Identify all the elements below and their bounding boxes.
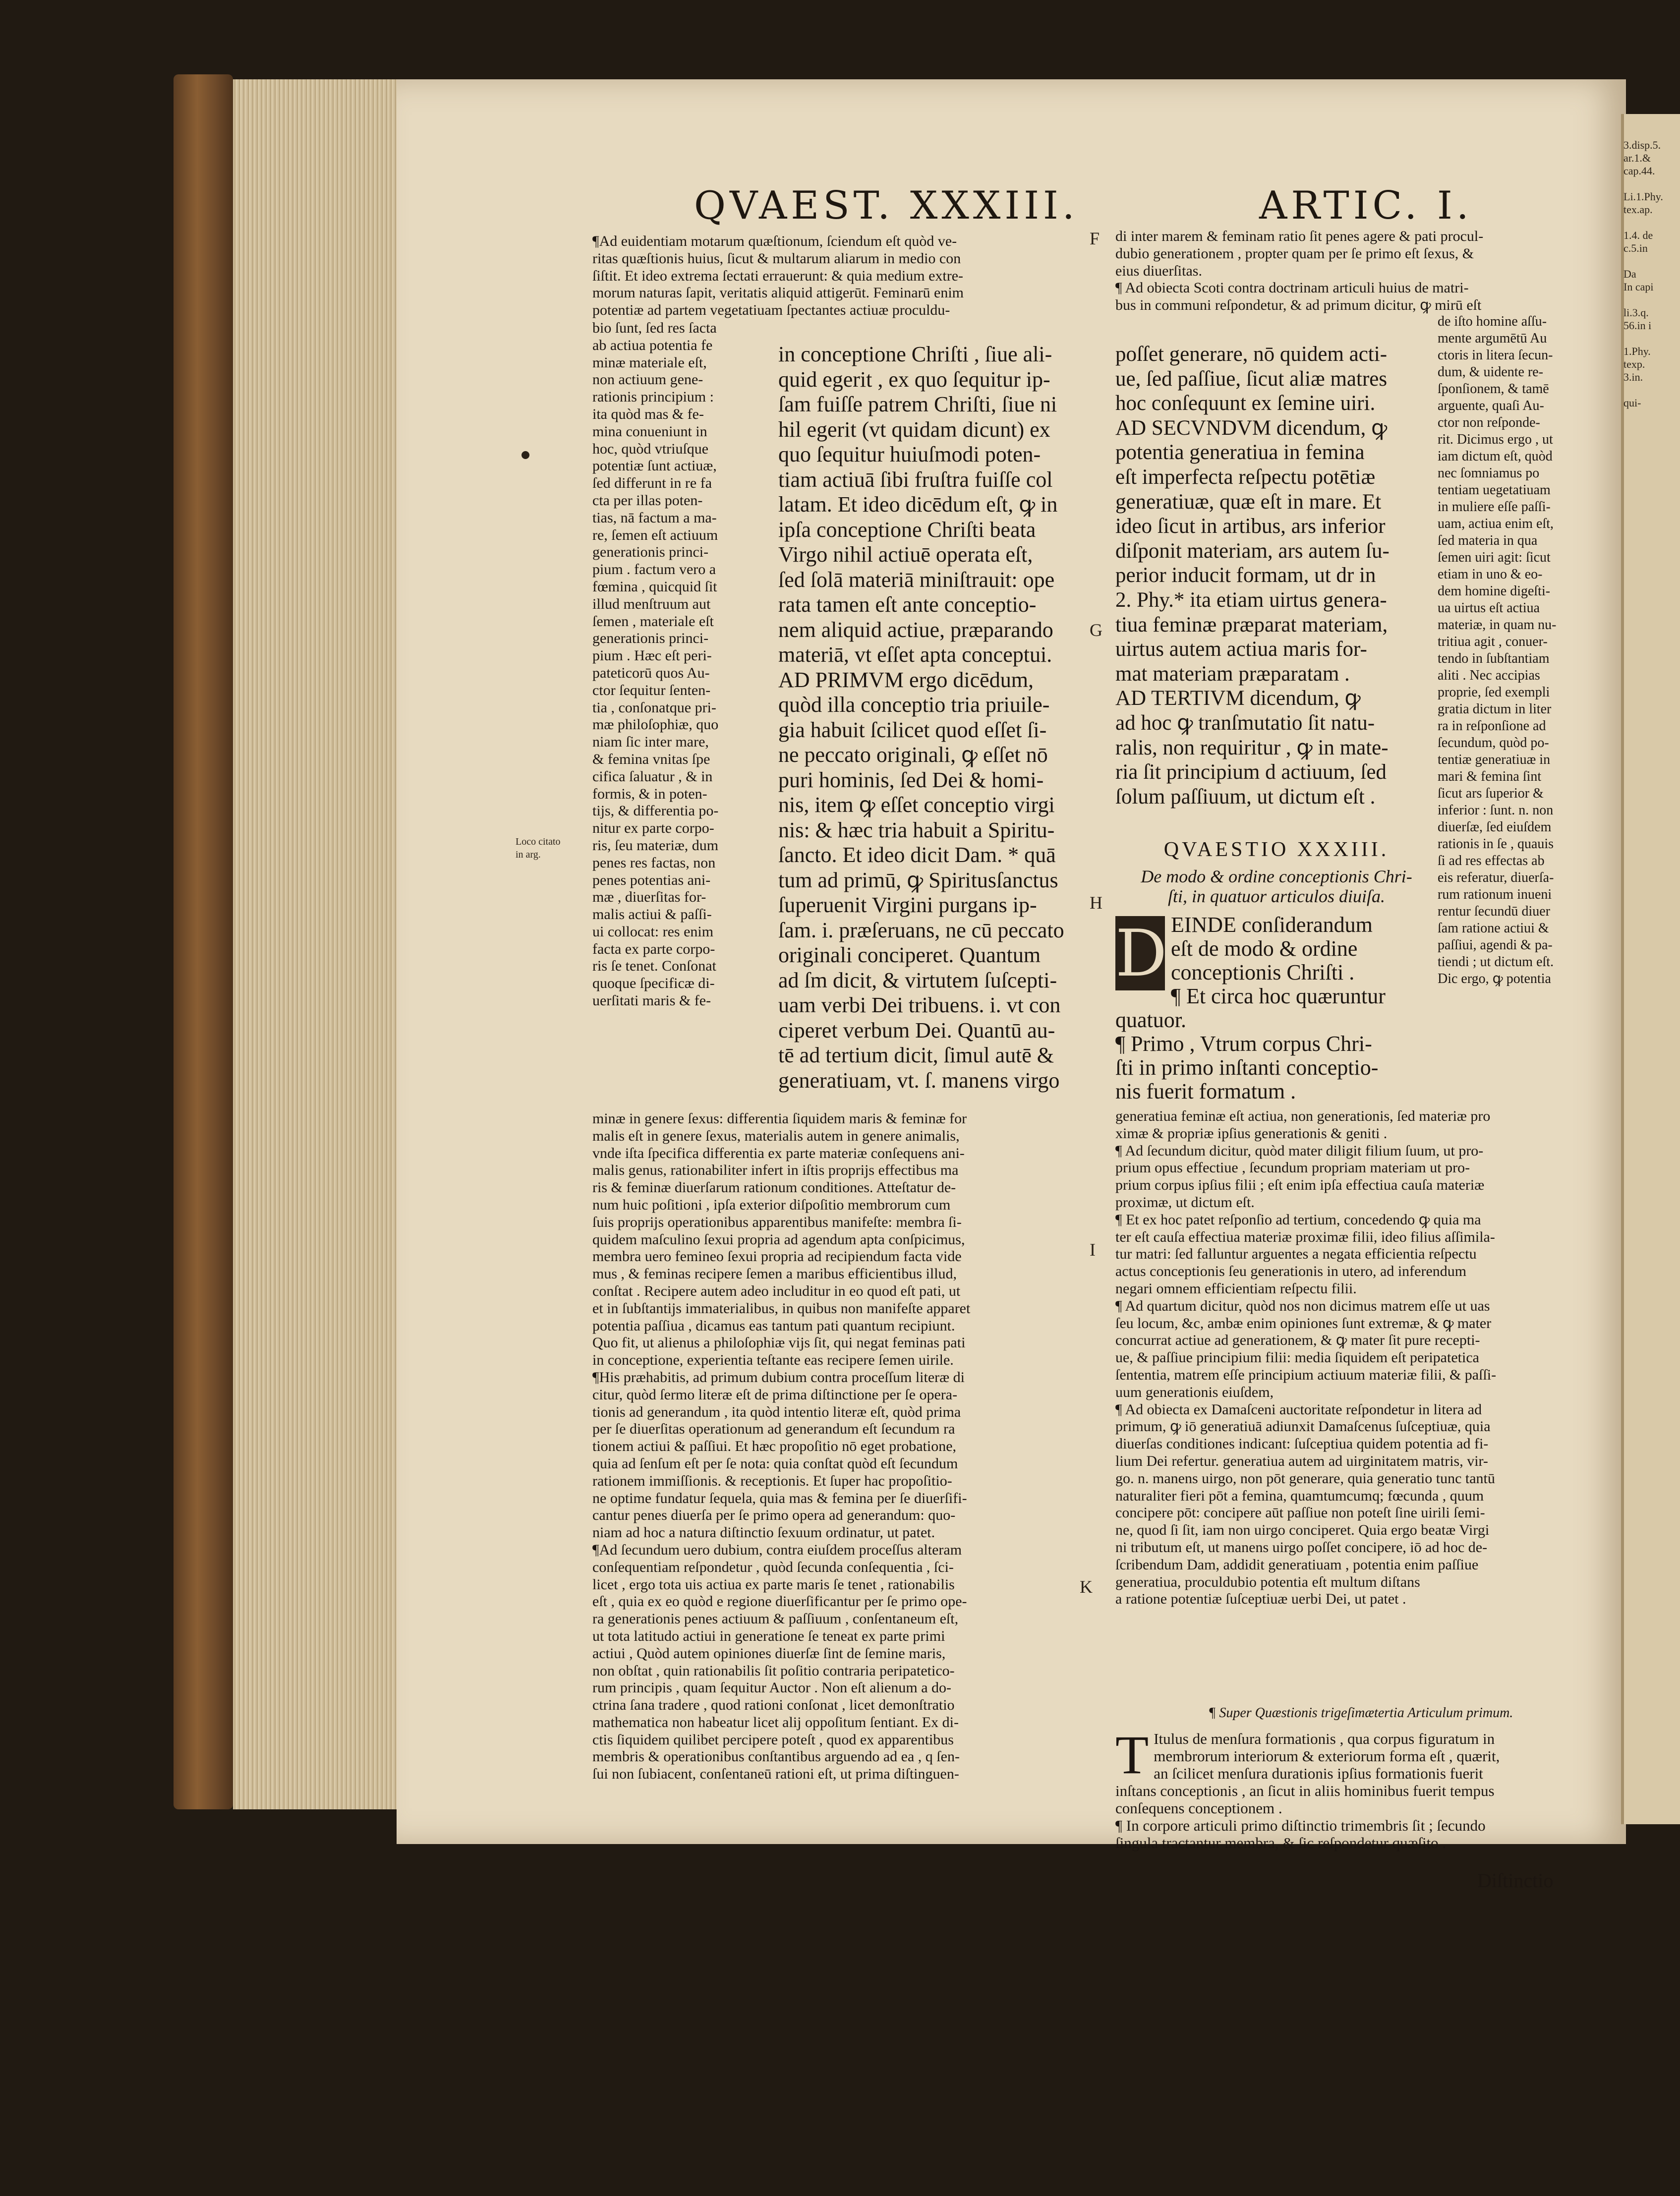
book-spine bbox=[174, 74, 233, 1809]
commentary-title: ¶ Super Quæstionis trigeſimætertia Articulum primum. bbox=[1208, 1705, 1513, 1721]
margin-dot bbox=[521, 451, 529, 459]
commentary-text: Itulus de menſura formationis , qua corpus figuratum in membrorum interiorum & exteriorum forma eſt , quærit, an ſcilicet menſura durationis ipſius formationis fuerit inſtans conceptionis , an ſicut in aliis hominibus fuerit tempus conſequens conceptionem . ¶ In corpore articuli primo diſtinctio trimembris ſit ; ſecundo ſingula tractantur membra, & ſic reſpondetur quæſito . bbox=[1115, 1730, 1500, 1851]
question-subtitle: De modo & ordine conceptionis Chri- ſti, in quatuor articulos diuiſa. bbox=[1141, 867, 1412, 906]
question-articles: EINDE conſiderandum eſt de modo & ordine conceptionis Chriſti . ¶ Et circa hoc quæruntur quatuor. ¶ Primo , Vtrum corpus Chri- ſti in primo inſtanti conceptio- nis fuerit formatum . bbox=[1115, 913, 1386, 1103]
wide-commentary: minæ in genere ſexus: differentia ſiquidem maris & feminæ for malis eſt in genere ſexus, materialis autem in genere animalis, vnde iſta ſpecifica differentia ex parte materiæ conſequens ani- malis genus, rationabiliter infert in iſtis proprijs effectibus ma ris & feminæ diuerſarum rationum conditiones. Atteſtatur de- num huic poſitioni , ipſa exterior diſpoſitio membrorum cum ſuis proprijs operationibus apparentibus manifeſte: membra ſi- quidem maſculino ſexui propria ad agendum apta conſpicimus, membra uero femineo ſexui propria ad recipiendum facta vide mus , & feminas recipere ſemen a maribus efficientibus illud, conſtat . Recipere autem adeo includitur in eo quod eſt pati, ut et in ſubſtantijs immaterialibus, in quibus non manifeſte apparet potentia paſſiua , dicamus eas tantum pati quantum recipiunt. Quo fit, ut alienus a philoſophiæ vijs ſit, qui negat feminas pati in conceptione, experientia teſtante eas recipere ſemen uirile. ¶His præhabitis, ad primum dubium contra proceſſum literæ di citur, quòd ſermo literæ eſt de prima diſtinctione per ſe opera- tionis ad generandum , ita quòd intentio literæ eſt, quòd prima per ſe diuerſitas operationum ad generandum eſt ſecundum ra tionem actiui & paſſiui. Et hæc propoſitio nō eget probatione, quia ad ſenſum eſt per ſe nota: quia conſtat quòd eſt ſecundum rationem immiſſionis. & receptionis. Et ſuper hac propoſitio- ne optime fundatur ſequela, quia mas & femina per ſe diuerſifi- cantur penes diuerſa per ſe primo opera ad generandum: quo- niam ad hoc a natura diſtinctio ſexuum ordinatur, ut patet. ¶Ad ſecundum uero dubium, contra eiuſdem proceſſus alteram conſequentiam reſpondetur , quòd ſecunda conſequentia , ſci- licet , ergo tota uis actiua ex parte maris ſe tenet , rationabilis eſt , quia ex eo quòd e regione diuerſificantur per ſe primo ope- ra generationis penes actiuum & paſſiuum , conſentaneum eſt, ut tota latitudo actiui in generatione ſe teneat ex parte primi actiui , Quòd autem opiniones diuerſæ ſint de ſemine maris, non obſtat , quin rationabilis ſit poſitio contraria peripatetico- rum principis , quam ſequitur Auctor . Non eſt alienum a do- ctrina ſana tradere , quod rationi conſonat , licet demonſtratio mathematica non habeatur licet alij oppoſitum ſentiant. Ex di- ctis ſiquidem quilibet percipere poteſt , quod ex apparentibus membris & operationibus conſtantibus arguendo ad ea , q ſen- ſui non ſubiacent, conſentaneū rationi eſt, ut prima diſtinguen- bbox=[592, 1110, 971, 1783]
right-narrow-column bbox=[1438, 313, 1606, 987]
margin-letter-f: F bbox=[1090, 229, 1100, 248]
right-narrow-commentary: de iſto homine aſſu- mente argumētū Au ctoris in litera ſecun- dum, & uidente re- ſponſionem, & tamē arguente, quaſi Au- ctor non reſponde- rit. Dicimus ergo , ut iam dictum eſt, quòd nec ſomniamus po tentiam uegetatiuam in muliere eſſe paſſi- uam, actiua enim eſt, ſed materia in qua ſemen uiri agit: ſicut etiam in uno & eo- dem homine digeſti- ua uirtus eſt actiua materiæ, in quam nu- tritiua agit , conuer- tendo in ſubſtantiam aliti . Nec accipias proprie, ſed exempli gratia dictum in liter ra in reſponſione ad ſecundum, quòd po- tentiæ generatiuæ in mari & femina ſint ſicut ars ſuperior & inferior : ſunt. n. non diuerſæ, ſed eiuſdem rationis in ſe , quauis ſi ad res effectas ab eis referatur, diuerſa- rum rationum inueni rentur ſecundū diuer ſam ratione actiui & paſſiui, agendi & pa- tiendi ; ut dictum eſt. Dic ergo, ꝙ potentia bbox=[1438, 314, 1557, 986]
summa-text-b: poſſet generare, nō quidem acti- ue, ſed paſſiue, ſicut aliæ matres hoc conſequunt ex ſemine uiri. AD SECVNDVM dicendum, ꝙ potentia generatiua in femina eſt imperfecta reſpectu potētiæ generatiuæ, quæ eſt in mare. Et ideo ſicut in artibus, ars inferior diſponit materiam, ars autem ſu- perior inducit formam, ut dr in 2. Phy.* ita etiam uirtus genera- tiua feminæ præparat materiam, uirtus autem actiua maris for- mat materiam præparatam . AD TERTIVM dicendum, ꝙ ad hoc ꝙ tranſmutatio ſit natu- ralis, non requiritur , ꝙ in mate- ria ſit principium d actiuum, ſed ſolum paſſiuum, ut dictum eſt . bbox=[1115, 343, 1390, 809]
commentary-block bbox=[1115, 1725, 1606, 1851]
intro-paragraph: ¶Ad euidentiam motarum quæſtionum, ſciendum eſt quòd ve- ritas quæſtionis huius, ſicut & multarum aliarum in medio con ſiſtit. Et ideo extrema ſectati errauerunt: & quia medium extre- morum naturas ſapit, veritatis aliquid attigerūt. Feminarū enim potentiæ ad partem vegetatiuam ſpectantes actiuæ proculdu- bbox=[592, 233, 964, 319]
margin-letter-k: K bbox=[1080, 1577, 1093, 1597]
running-head-left: QVAEST. XXXIII. bbox=[694, 183, 1079, 228]
question-body bbox=[1115, 913, 1438, 1103]
margin-letter-h: H bbox=[1090, 893, 1102, 913]
right-wide-column bbox=[1115, 1108, 1606, 1608]
running-head-right: ARTIC. I. bbox=[1259, 183, 1473, 228]
question-heading-block bbox=[1115, 838, 1438, 1103]
right-column-top bbox=[1115, 228, 1606, 314]
left-column-intro bbox=[592, 233, 1078, 319]
left-narrow-column bbox=[592, 320, 788, 1010]
margin-letter-i: I bbox=[1090, 1240, 1096, 1260]
right-wide-commentary: generatiua feminæ eſt actiua, non generationis, ſed materiæ pro ximæ & propriæ ipſius generationis & geniti . ¶ Ad ſecundum dicitur, quòd mater diligit filium ſuum, ut pro- prium opus effectiue , ſecundum propriam materiam ut pro- prium corpus ipſius filii ; eſt enim ipſa effectiua cauſa materiæ proximæ, ut dictum eſt. ¶ Et ex hoc patet reſponſio ad tertium, concedendo ꝙ quia ma ter eſt cauſa effectiua materiæ proximæ filii, ideo filius aſſimila- tur matri: ſed falluntur arguentes a negata efficientia reſpectu actus conceptionis ſeu generationis in utero, ad inferendum negari omnem efficientiam reſpectu filii. ¶ Ad quartum dicitur, quòd nos non dicimus matrem eſſe ut uas ſeu locum, &c, ambæ enim opiniones ſunt extremæ, & ꝙ mater concurrat actiue ad generationem, & ꝙ mater ſit pure recepti- ue, & paſſiue principium filii: media ſiquidem eſt peripatetica ſententia, matrem eſſe principium actiuum materiæ filii, & paſſi- uum generationis eiuſdem, ¶ Ad obiecta ex Damaſceni auctoritate reſpondetur in litera ad primum, ꝙ iō generatiuā adiunxit Damaſcenus ſuſceptiuæ, quia diuerſas conditiones indicant: ſuſceptiua quidem potentia ad fi- lium Dei refertur. generatiua autem ad uirginitatem matris, vir- go. n. manens uirgo, non pōt generare, quia generatio tunc tantū naturaliter fieri pōt a femina, quamtumcumq; fœcunda , quum concipere pōt: concipere aūt paſſiue non poteſt ſine uirili ſemi- ne, quod ſi ſit, iam non uirgo conciperet. Quia ergo beatæ Virgi ni tributum eſt, ut manens uirgo poſſet concipere, iō ad hoc de- ſcribendum Dam, addidit generatiuam , potentia enim paſſiue generatiua, proculdubio potentia eſt multum diſtans a ratione potentiæ ſuſceptiuæ uerbi Dei, ut patet . bbox=[1115, 1108, 1497, 1608]
question-title: QVAESTIO XXXIII. bbox=[1163, 838, 1390, 861]
left-wide-column bbox=[592, 1110, 1078, 1783]
narrow-commentary: bio ſunt, ſed res ſacta ab actiua potentia fe minæ materiale eſt, non actiuum gene- rationis principium : ita quòd mas & fe- mina conueniunt in hoc, quòd vtriuſque potentiæ ſunt actiuæ, ſed differunt in re fa cta per illas poten- tias, nā factum a ma- re, ſemen eſt actiuum generationis princi- pium . factum vero a fœmina , quicquid ſit illud menſtruum aut ſemen , materiale eſt generationis princi- pium . Hæc eſt peri- pateticorū quos Au- ctor ſequitur ſenten- tia , conſonatque pri- mæ philoſophiæ, quo niam ſic inter mare, & femina vnitas ſpe cifica ſaluatur , & in formis, & in poten- tijs, & differentia po- nitur ex parte corpo- ris, ſeu materiæ, dum penes res factas, non penes potentias ani- mæ , diuerſitas for- malis actiui & paſſi- ui collocat: res enim facta ex parte corpo- ris ſe tenet. Conſonat quoque ſpecificæ di- uerſitati maris & fe- bbox=[592, 320, 719, 1009]
margin-letter-g: G bbox=[1090, 620, 1102, 640]
middle-text-column bbox=[778, 342, 1086, 1093]
initial-t: T bbox=[1115, 1725, 1149, 1785]
commentary-heading bbox=[1115, 1695, 1606, 1731]
page-edges bbox=[233, 79, 402, 1809]
decorated-initial-d: D bbox=[1115, 916, 1167, 991]
right-top-commentary: di inter marem & feminam ratio ſit penes agere & pati procul- dubio generationem , propter quam per ſe primo eſt ſexus, & eius diuerſitas. ¶ Ad obiecta Scoti contra doctrinam articuli huius de matri- bus in communi reſpondetur, & ad primum dicitur, ꝙ mirū eſt bbox=[1115, 228, 1484, 314]
catchword: Diſtinctio bbox=[1477, 1869, 1554, 1892]
left-margin-note: Loco citato in arg. bbox=[516, 836, 561, 860]
summa-text-a: in conceptione Chriſti , ſiue ali- quid egerit , ex quo ſequitur ip- ſam fuiſſe patrem Chriſti, ſiue ni hil egerit (vt quidam dicunt) ex quo ſequitur huiuſmodi poten- tiam actiuā ſibi fruſtra fuiſſe col latam. Et ideo dicēdum eſt, ꝙ in ipſa conceptione Chriſti beata Virgo nihil actiuē operata eſt, ſed ſolā materiā miniſtrauit: ope rata tamen eſt ante conceptio- nem aliquid actiue, præparando materiā, vt eſſet apta conceptui. AD PRIMVM ergo dicēdum, quòd illa conceptio tria priuile- gia habuit ſcilicet quod eſſet ſi- ne peccato originali, ꝙ eſſet nō puri hominis, ſed Dei & homi- nis, item ꝙ eſſet conceptio virgi nis: & hæc tria habuit a Spiritu- ſancto. Et ideo dicit Dam. * quā tum ad primū, ꝙ Spiritusſanctus ſuperuenit Virgini purgans ip- ſam. i. præſeruans, ne cū peccato originali conciperet. Quantum ad ſm dicit, & virtutem ſuſcepti- uam verbi Dei tribuens. i. vt con ciperet verbum Dei. Quantū au- tē ad tertium dicit, ſimul autē & generatiuam, vt. ſ. manens virgo bbox=[778, 342, 1064, 1093]
right-text-column bbox=[1115, 342, 1438, 809]
facing-page-notes: 3.disp.5. ar.1.& cap.44. Li.1.Phy. tex.ap. 1.4. de c.5.in Da In capi li.3.q. 56.in i 1.Phy. texp. 3.in. qui- bbox=[1623, 139, 1663, 409]
